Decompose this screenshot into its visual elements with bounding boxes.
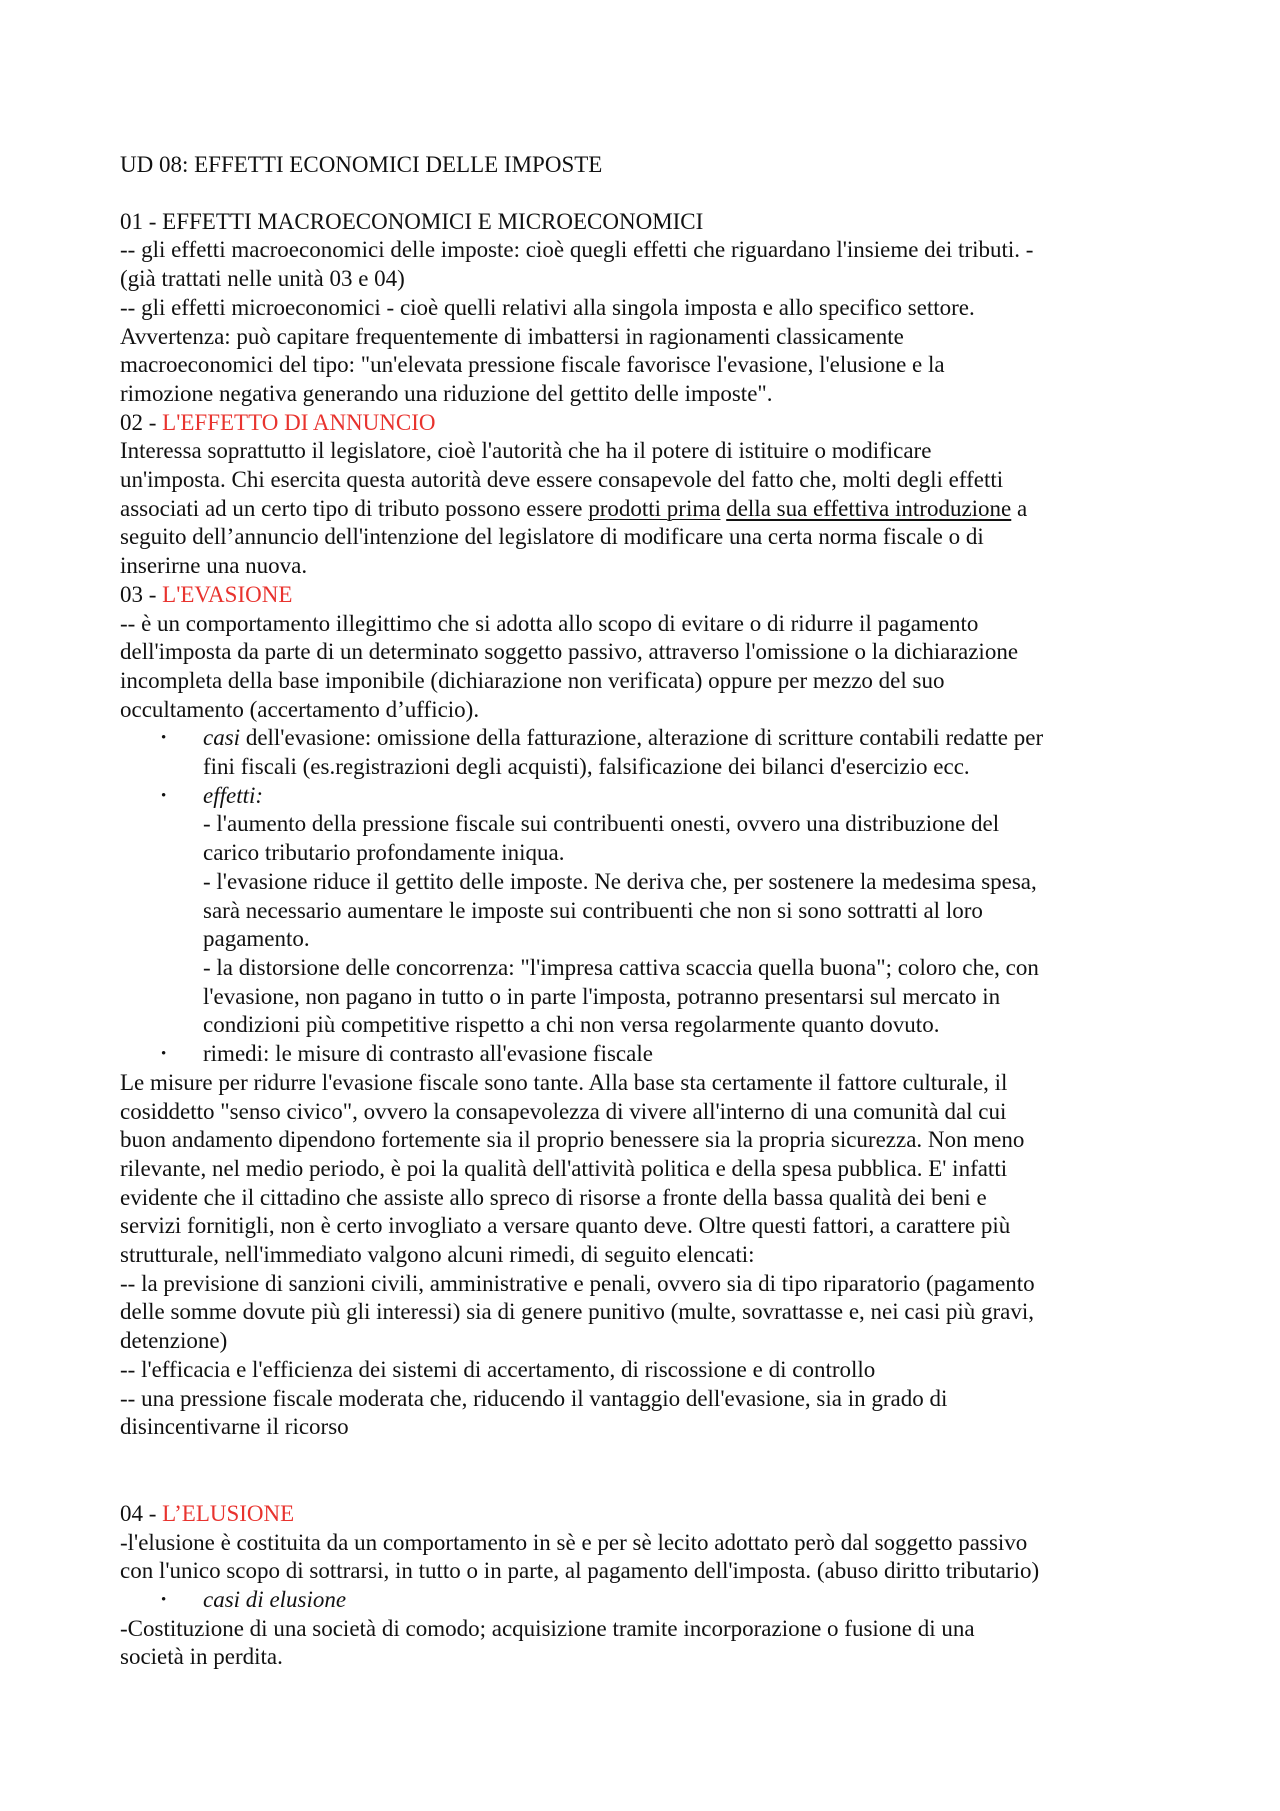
document-title: UD 08: EFFETTI ECONOMICI DELLE IMPOSTE (120, 152, 603, 177)
document-body (120, 151, 1180, 1672)
text-line: evidente che il cittadino che assiste allo spreco di risorse a fronte della bassa qualità dei beni e (120, 1184, 987, 1210)
text-line: - l'aumento della pressione fiscale sui contribuenti onesti, ovvero una distribuzione del (203, 811, 1000, 837)
section-04-heading (120, 1500, 1180, 1529)
text-line (203, 724, 1180, 753)
underlined-text: della sua effettiva introduzione (726, 495, 1012, 521)
text-line: Le misure per ridurre l'evasione fiscale sono tante. Alla base sta certamente il fattore culturale, il (120, 1069, 1008, 1095)
text-line: servizi fornitigli, non è certo invogliato a versare quanto deve. Oltre questi fattori, a carattere più (120, 1213, 1011, 1239)
section-label: L'EVASIONE (162, 581, 293, 607)
text-line: con l'unico scopo di sottrarsi, in tutto o in parte, al pagamento dell'imposta. (abuso diritto tributario) (120, 1558, 1040, 1584)
text-line: -- la previsione di sanzioni civili, amministrative e penali, ovvero sia di tipo riparatorio (pagamento (120, 1270, 1035, 1296)
text-line: pagamento. (203, 926, 310, 952)
text-line: un'imposta. Chi esercita questa autorità deve essere consapevole del fatto che, molti degli effetti (120, 467, 1004, 493)
section-03 (120, 581, 1180, 1442)
text-line: incompleta della base imponibile (dichiarazione non verificata) oppure per mezzo del suo (120, 667, 945, 693)
text-line: buon andamento dipendono fortemente sia il proprio benessere sia la propria sicurezza. Non meno (120, 1127, 1025, 1153)
text-line: (già trattati nelle unità 03 e 04) (120, 266, 405, 292)
underlined-text: prodotti prima (588, 495, 721, 521)
section-02 (120, 409, 1180, 581)
text-run: a (1011, 495, 1028, 521)
text-line: seguito dell’annuncio dell'intenzione del legislatore di modificare una certa norma fiscale o di (120, 524, 984, 550)
text-line: rimozione negativa generando una riduzione del gettito delle imposte". (120, 380, 773, 406)
section-02-heading (120, 409, 1180, 438)
section-03-heading (120, 581, 1180, 610)
text-line: rimedi: le misure di contrasto all'evasione fiscale (203, 1041, 653, 1067)
text-line (203, 782, 1180, 811)
bullet-icon: • (161, 1046, 167, 1063)
text-run: dell'evasione: omissione della fatturazione, alterazione di scritture contabili redatte per (240, 725, 1044, 751)
section-number: 04 - (120, 1500, 163, 1526)
text-line: sarà necessario aumentare le imposte sui contribuenti che non si sono sottratti al loro (203, 897, 983, 923)
text-line: l'evasione, non pagano in tutto o in parte l'imposta, potranno presentarsi sul mercato in (203, 983, 1001, 1009)
text-line: Avvertenza: può capitare frequentemente di imbattersi in ragionamenti classicamente (120, 323, 904, 349)
text-line (120, 495, 1180, 524)
text-line: -l'elusione è costituita da un comportamento in sè e per sè lecito adottato però dal soggetto passivo (120, 1529, 1028, 1555)
text-line: delle somme dovute più gli interessi) sia di genere punitivo (multe, sovrattasse e, nei casi più gravi, (120, 1299, 1035, 1325)
bullet-icon: • (161, 730, 167, 747)
text-line: cosiddetto "senso civico", ovvero la consapevolezza di vivere all'interno di una comunità dal cui (120, 1098, 1007, 1124)
text-line: dell'imposta da parte di un determinato soggetto passivo, attraverso l'omissione o la dichiarazione (120, 639, 1019, 665)
text-line: carico tributario profondamente iniqua. (203, 840, 565, 866)
text-line: - l'evasione riduce il gettito delle imposte. Ne deriva che, per sostenere la medesima spesa, (203, 868, 1037, 894)
text-line: Interessa soprattutto il legislatore, cioè l'autorità che ha il potere di istituire o modificare (120, 438, 932, 464)
text-line: macroeconomici del tipo: "un'elevata pressione fiscale favorisce l'evasione, l'elusione e la (120, 352, 945, 378)
text-line: società in perdita. (120, 1644, 283, 1670)
text-line: -- è un comportamento illegittimo che si adotta allo scopo di evitare o di ridurre il pagamento (120, 610, 979, 636)
text-line (203, 1586, 1180, 1615)
italic-term: casi (203, 725, 241, 751)
italic-term: casi di elusione (203, 1587, 347, 1613)
text-line: condizioni più competitive rispetto a chi non versa regolarmente quanto dovuto. (203, 1012, 940, 1038)
section-label: L'EFFETTO DI ANNUNCIO (162, 409, 436, 435)
section-number: 03 - (120, 581, 163, 607)
section-number: 02 - (120, 409, 163, 435)
text-line: -Costituzione di una società di comodo; acquisizione tramite incorporazione o fusione di una (120, 1615, 975, 1641)
text-line: strutturale, nell'immediato valgono alcuni rimedi, di seguito elencati: (120, 1242, 755, 1268)
text-run: associati ad un certo tipo di tributo possono essere (120, 495, 589, 521)
bullet-item-rimedi (120, 1040, 1180, 1069)
text-line: - la distorsione delle concorrenza: "l'impresa cattiva scaccia quella buona"; coloro che, con (203, 954, 1039, 980)
text-line: rilevante, nel medio periodo, è poi la qualità dell'attività politica e della spesa pubblica. E' infatti (120, 1155, 1008, 1181)
text-line: -- gli effetti microeconomici - cioè quelli relativi alla singola imposta e allo specifico settore. (120, 294, 975, 320)
bullet-item-casi-elusione (120, 1586, 1180, 1615)
bullet-item-casi (120, 724, 1180, 781)
text-line: fini fiscali (es.registrazioni degli acquisti), falsificazione dei bilanci d'esercizio ecc. (203, 754, 970, 780)
text-line: detenzione) (120, 1328, 228, 1354)
text-line: disincentivarne il ricorso (120, 1414, 349, 1440)
text-line: -- gli effetti macroeconomici delle imposte: cioè quegli effetti che riguardano l'insieme dei tributi. - (120, 237, 1034, 263)
text-line: inserirne una nuova. (120, 553, 308, 579)
text-line: -- l'efficacia e l'efficienza dei sistemi di accertamento, di riscossione e di controllo (120, 1356, 876, 1382)
italic-term: effetti: (203, 782, 264, 808)
text-line: -- una pressione fiscale moderata che, riducendo il vantaggio dell'evasione, sia in grado di (120, 1385, 948, 1411)
bullet-item-effetti (120, 782, 1180, 1040)
text-line: occultamento (accertamento d’ufficio). (120, 696, 480, 722)
bullet-icon: • (161, 787, 167, 804)
bullet-icon: • (161, 1592, 167, 1609)
section-04 (120, 1500, 1180, 1672)
section-01 (120, 208, 1180, 409)
section-label: L’ELUSIONE (162, 1500, 295, 1526)
section-01-heading: 01 - EFFETTI MACROECONOMICI E MICROECONOMICI (120, 208, 704, 234)
